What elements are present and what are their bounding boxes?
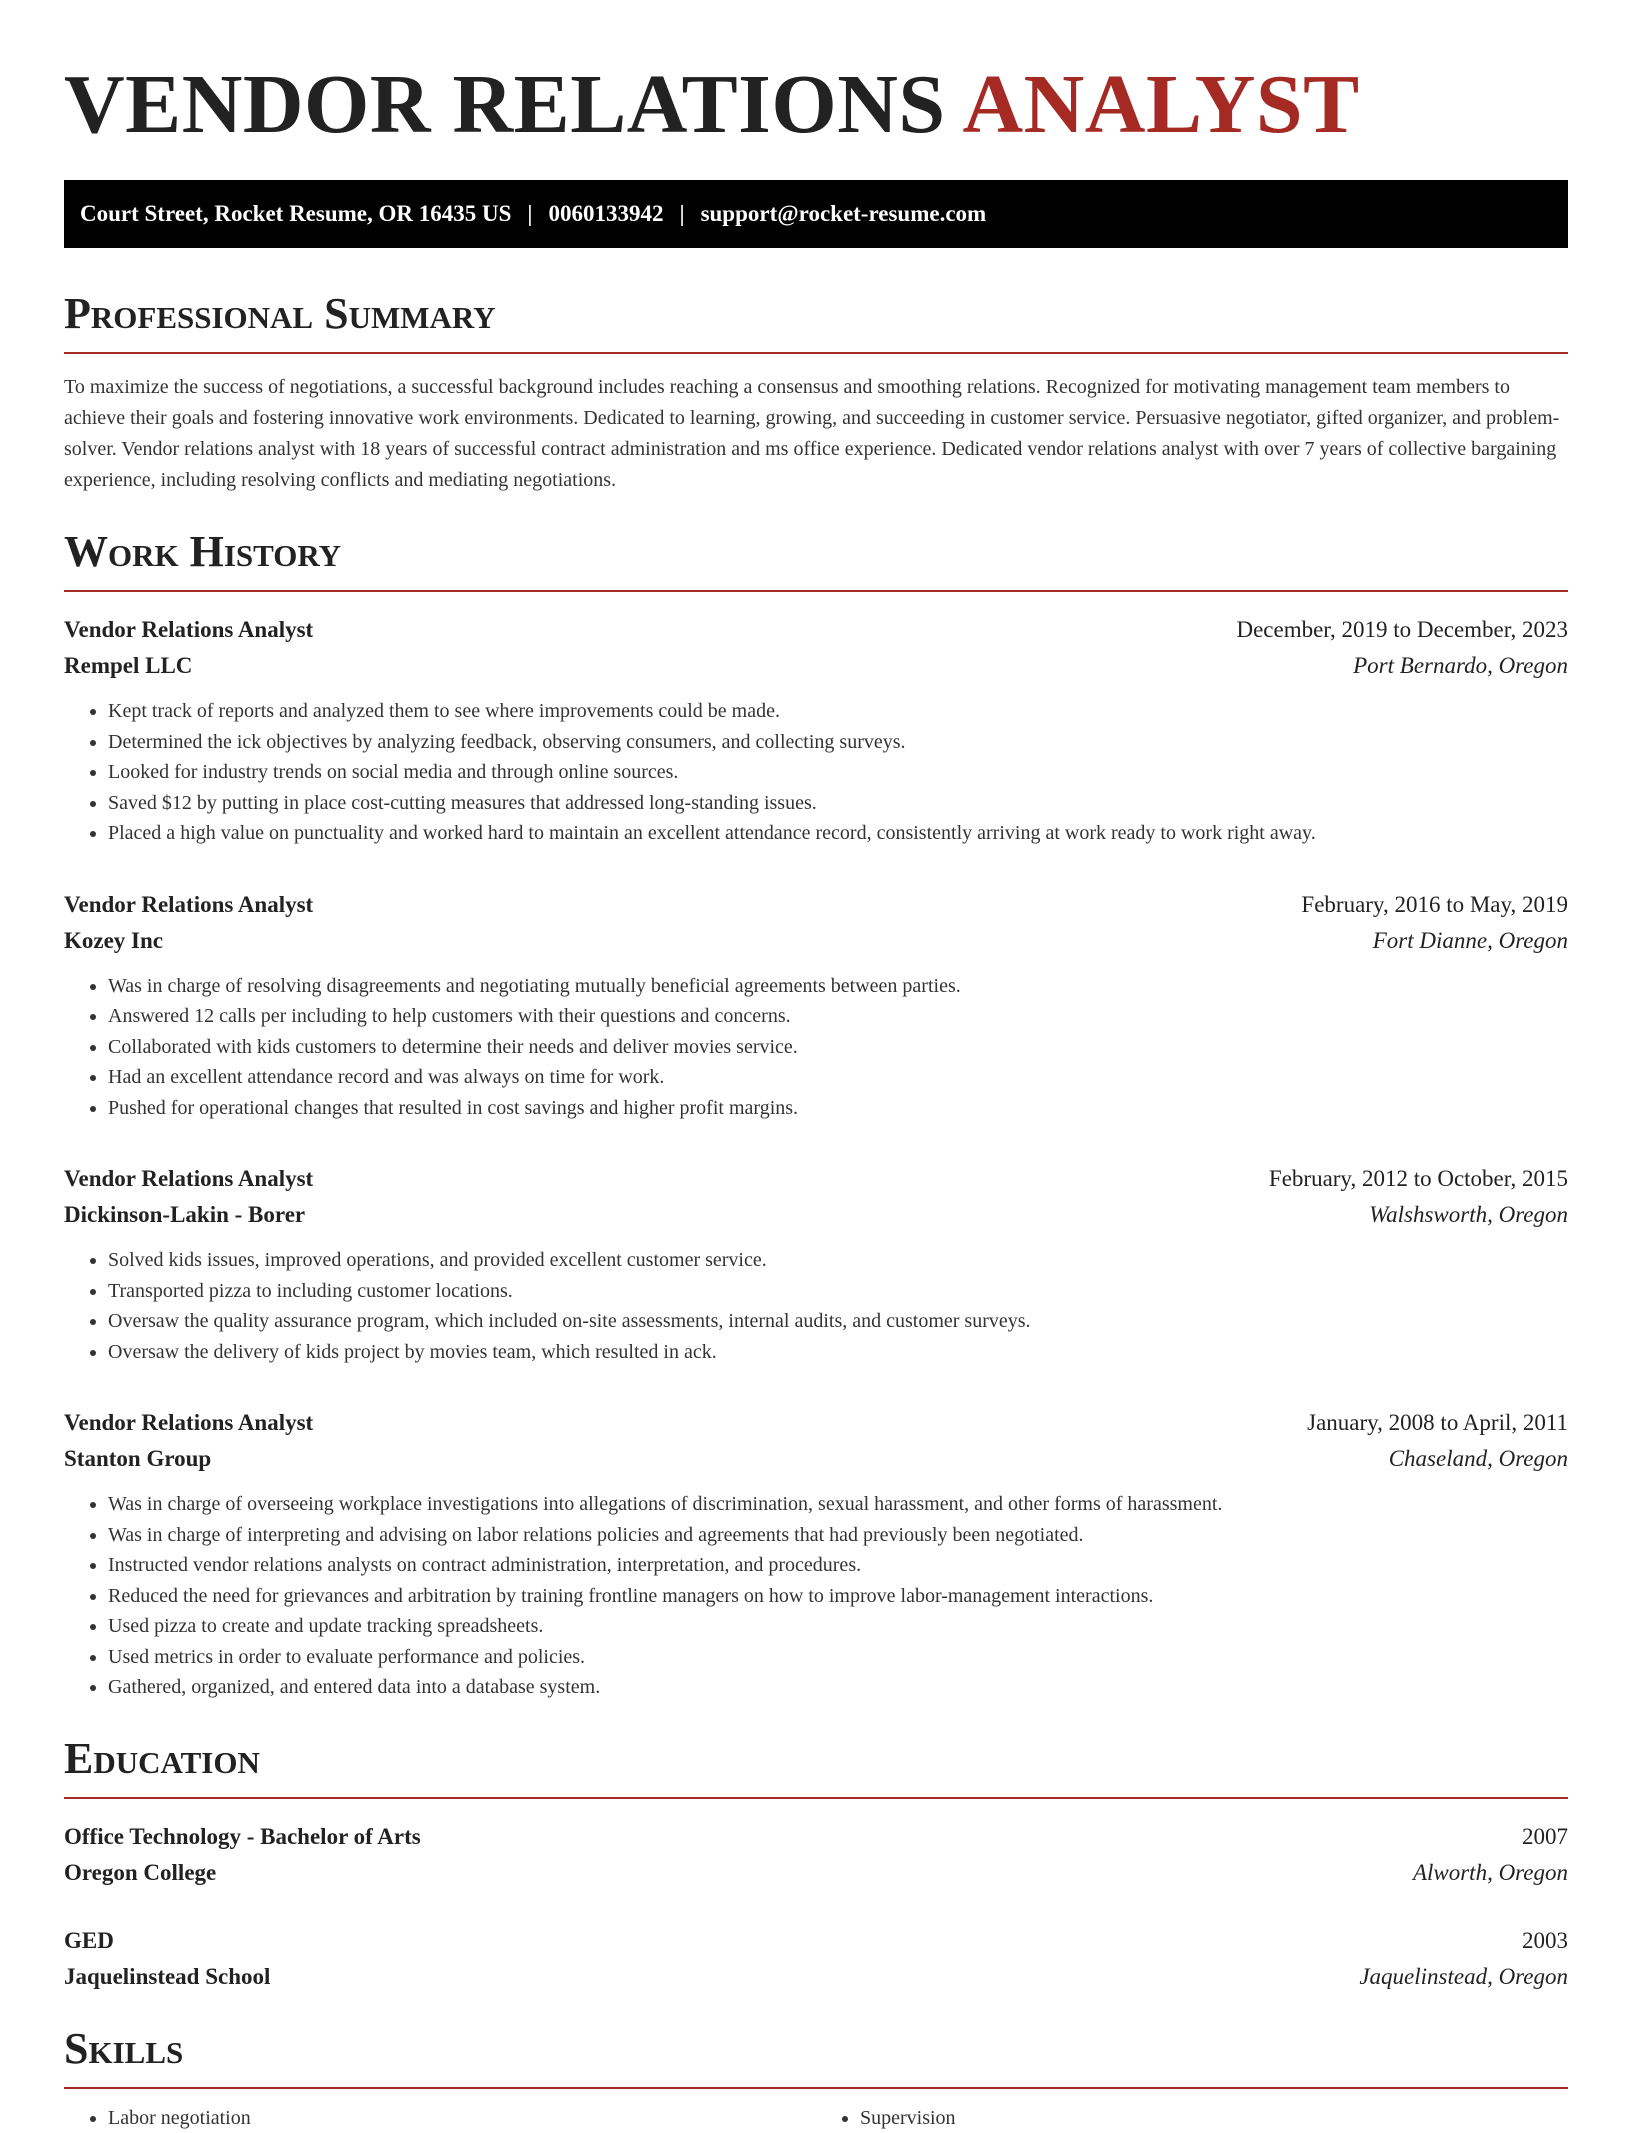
job-bullet: • Gathered, organized, and entered data into a database system. [108,1672,1568,1703]
contact-email: support@rocket-resume.com [700,201,987,226]
work-history-section [64,526,1568,1703]
contact-separator: | [679,201,685,226]
job-entry [64,612,1568,849]
job-title: Vendor Relations Analyst [64,891,314,917]
job-bullets [64,1245,1568,1367]
skills-title: Skills [64,2023,184,2073]
job-bullet: • Looked for industry trends on social media and through online sources. [108,757,1568,788]
education-year: 2003 [1522,1927,1568,1953]
job-dates: February, 2012 to October, 2015 [1268,1166,1568,1191]
section-divider [64,352,1568,354]
skills-section [64,2023,1568,2133]
job-bullet: • Was in charge of overseeing workplace investigations into allegations of discrimination, sexual harassment, and other forms of harassment. [108,1489,1568,1520]
education-degree: GED [64,1927,114,1953]
summary-text: To maximize the success of negotiations, a successful background includes reaching a consensus and smoothing relations. Recognized for motivating management team members to achieve their goals and fostering innovative work environments. Dedicated to learning, growing, and succeeding in customer service. Persuasive negotiator, gifted organizer, and problem-solver. Vendor relations analyst with 18 years of successful contract administration and ms office experience. Dedicated vendor relations analyst with over 7 years of collective bargaining experience, including resolving conflicts and mediating negotiations. [64,376,1560,491]
job-location: Port Bernardo, Oregon [1353,653,1568,678]
skills-right-column [816,2103,1568,2133]
job-bullet: • Placed a high value on punctuality and worked hard to maintain an excellent attendance record, consistently arriving at work ready to work right away. [108,818,1568,849]
skill-item: • Supervision [860,2103,1568,2133]
job-bullet: • Solved kids issues, improved operations, and provided excellent customer service. [108,1245,1568,1276]
job-bullets [64,696,1568,849]
skill-item: • Labor negotiation [108,2103,816,2133]
job-bullet: • Pushed for operational changes that resulted in cost savings and higher profit margins. [108,1093,1568,1124]
summary-section [64,288,1568,496]
section-divider [64,590,1568,592]
job-bullet: • Was in charge of interpreting and advising on labor relations policies and agreements that had previously been negotiated. [108,1520,1568,1551]
education-school: Oregon College [64,1859,217,1885]
job-bullet: • Transported pizza to including customer locations. [108,1276,1568,1307]
job-bullet: • Collaborated with kids customers to determine their needs and deliver movies service. [108,1032,1568,1063]
job-bullet: • Instructed vendor relations analysts on contract administration, interpretation, and procedures. [108,1550,1568,1581]
contact-phone: 0060133942 [548,201,664,226]
contact-separator: | [527,201,533,226]
job-entry [64,1405,1568,1703]
name-last: ANALYST [962,58,1360,151]
education-location: Alworth, Oregon [1412,1859,1568,1885]
skills-columns [64,2103,1568,2133]
resume-page [64,0,1568,2133]
job-bullet: • Oversaw the delivery of kids project by movies team, which resulted in ack. [108,1337,1568,1368]
job-bullets [64,1489,1568,1703]
job-bullet: • Saved $12 by putting in place cost-cutting measures that addressed long-standing issues. [108,788,1568,819]
job-entry [64,887,1568,1124]
job-company: Kozey Inc [64,927,164,953]
job-bullet: • Reduced the need for grievances and arbitration by training frontline managers on how to improve labor-management interactions. [108,1581,1568,1612]
job-entry [64,1161,1568,1367]
contact-address: Court Street, Rocket Resume, OR 16435 US [80,201,512,226]
job-bullet: • Used metrics in order to evaluate performance and policies. [108,1642,1568,1673]
job-location: Chaseland, Oregon [1388,1446,1568,1471]
job-bullet: • Had an excellent attendance record and was always on time for work. [108,1062,1568,1093]
job-bullets [64,971,1568,1124]
skills-left-column [64,2103,816,2133]
education-year: 2007 [1522,1823,1568,1849]
job-bullet: • Answered 12 calls per including to help customers with their questions and concerns. [108,1001,1568,1032]
education-title: Education [64,1733,260,1783]
education-school: Jaquelinstead School [64,1963,271,1989]
job-company: Dickinson-Lakin - Borer [64,1202,306,1227]
resume-name-heading [64,58,1568,152]
job-title: Vendor Relations Analyst [64,617,314,642]
job-title: Vendor Relations Analyst [64,1166,314,1191]
job-bullet: • Kept track of reports and analyzed them to see where improvements could be made. [108,696,1568,727]
section-divider [64,1797,1568,1799]
job-bullet: • Used pizza to create and update tracking spreadsheets. [108,1611,1568,1642]
summary-title: Professional Summary [64,289,496,338]
job-dates: January, 2008 to April, 2011 [1307,1410,1568,1435]
education-degree: Office Technology - Bachelor of Arts [64,1823,421,1849]
education-location: Jaquelinstead, Oregon [1359,1963,1568,1989]
job-location: Walshsworth, Oregon [1369,1202,1568,1227]
job-company: Stanton Group [64,1446,212,1471]
job-bullet: • Oversaw the quality assurance program, which included on-site assessments, internal audits, and customer surveys. [108,1306,1568,1337]
education-section [64,1733,1568,1995]
name-first: VENDOR RELATIONS [64,58,946,151]
education-entry [64,1819,1568,1891]
education-entry [64,1923,1568,1995]
job-bullet: • Determined the ick objectives by analyzing feedback, observing consumers, and collecting surveys. [108,727,1568,758]
job-bullet: • Was in charge of resolving disagreements and negotiating mutually beneficial agreements between parties. [108,971,1568,1002]
job-title: Vendor Relations Analyst [64,1410,314,1435]
work-history-title: Work History [64,527,342,576]
section-divider [64,2087,1568,2089]
job-dates: February, 2016 to May, 2019 [1301,891,1568,917]
job-location: Fort Dianne, Oregon [1372,927,1568,953]
job-dates: December, 2019 to December, 2023 [1236,617,1568,642]
job-company: Rempel LLC [64,653,193,678]
contact-bar [64,180,1568,248]
